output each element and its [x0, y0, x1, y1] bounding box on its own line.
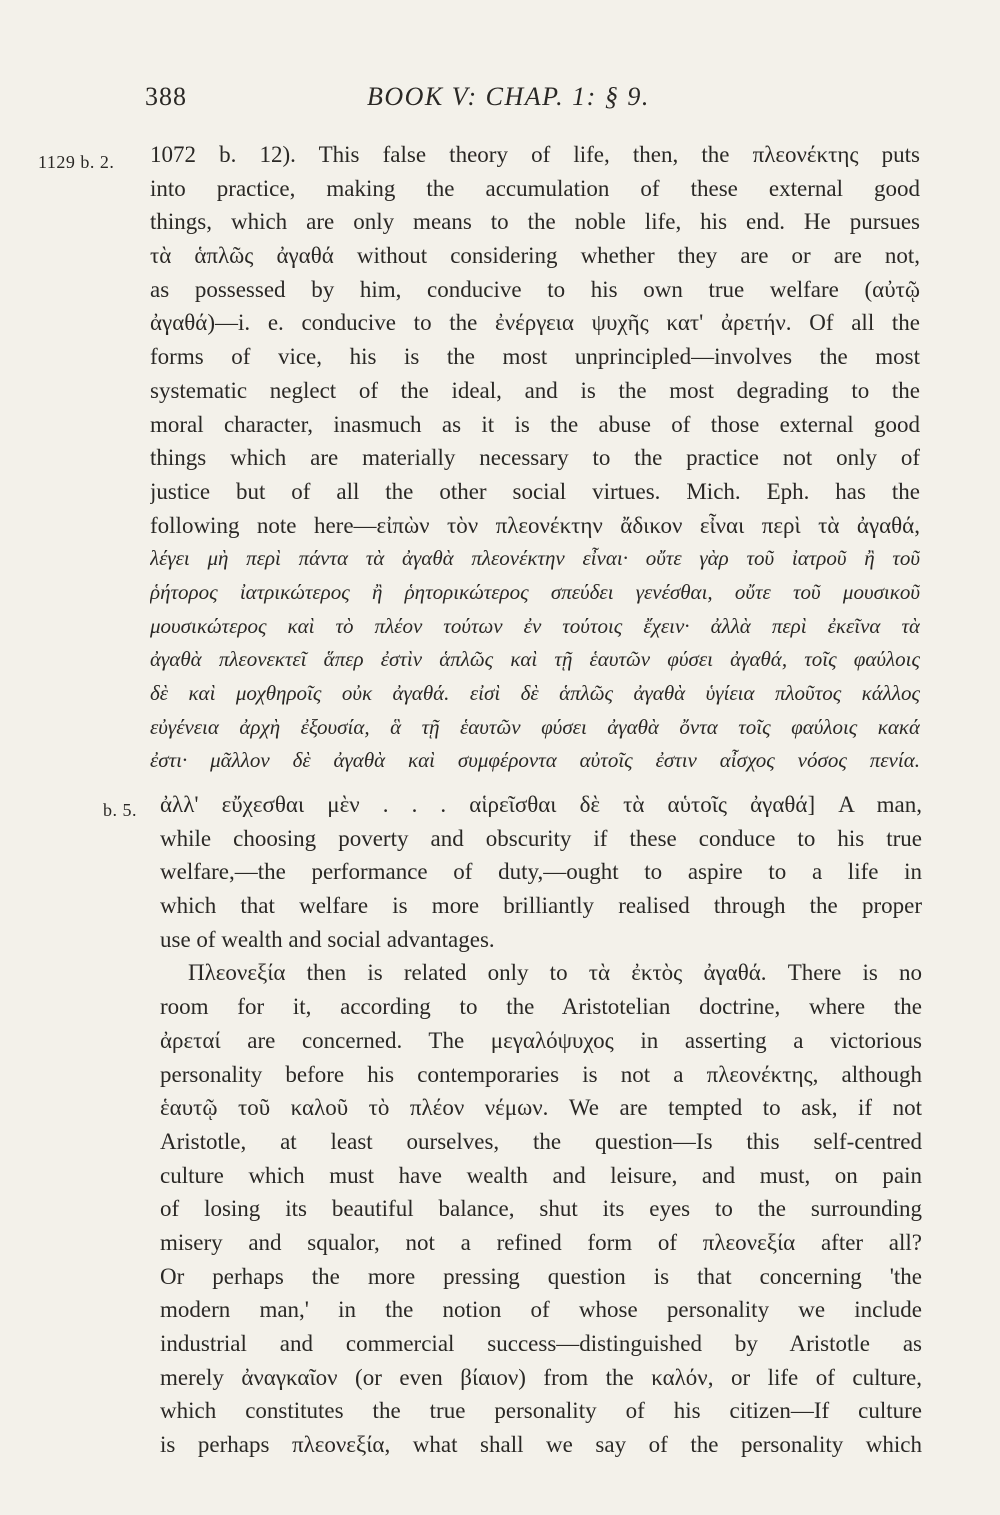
text-line: which that welfare is more brilliantly realised through the proper [160, 893, 922, 919]
text-line: τὰ ἁπλῶς ἀγαθά without considering whether they are or are not, [150, 243, 920, 269]
text-line: use of wealth and social advantages. [160, 926, 495, 952]
greek-quote-line: ἀγαθὰ πλεονεκτεῖ ἅπερ ἐστὶν ἁπλῶς καὶ τῇ ἑαυτῶν φύσει ἀγαθά, τοῖς φαύλοις [150, 647, 920, 672]
page-number: 388 [145, 82, 187, 111]
text-line: modern man,' in the notion of whose personality we include [160, 1297, 922, 1323]
text-line: following note here—εἰπὼν τὸν πλεονέκτην ἄδικον εἶναι περὶ τὰ ἀγαθά, [150, 512, 920, 538]
text-line: Aristotle, at least ourselves, the question—Is this self-centred [160, 1128, 922, 1154]
commentary-block-1 [150, 138, 920, 778]
text-line: ἀρεταί are concerned. The μεγαλόψυχος in asserting a victorious [160, 1027, 922, 1053]
greek-quote-line: λέγει μὴ περὶ πάντα τὰ ἀγαθὰ πλεονέκτην εἶναι· οὔτε γὰρ τοῦ ἰατροῦ ἢ τοῦ [150, 546, 920, 571]
text-line: justice but of all the other social virtues. Mich. Eph. has the [150, 478, 920, 504]
greek-quote-line: εὐγένεια ἀρχὴ ἐξουσία, ἃ τῇ ἑαυτῶν φύσει ἀγαθὰ ὄντα τοῖς φαύλοις κακά [150, 714, 920, 739]
paragraph-start-line: Πλεονεξία then is related only to τὰ ἐκτὸς ἀγαθά. There is no [188, 960, 922, 986]
text-line: of losing its beautiful balance, shut its eyes to the surrounding [160, 1196, 922, 1222]
greek-quote-line: δὲ καὶ μοχθηροῖς οὐκ ἀγαθά. εἰσὶ δὲ ἁπλῶς ἀγαθὰ ὑγίεια πλοῦτος κάλλος [150, 681, 920, 705]
commentary-block-2 [160, 788, 922, 1462]
running-title: BOOK V: CHAP. 1: § 9. [367, 82, 650, 111]
text-line: industrial and commercial success—distinguished by Aristotle as [160, 1331, 922, 1356]
text-line: which constitutes the true personality of his citizen—If culture [160, 1398, 922, 1424]
text-line: welfare,—the performance of duty,—ought to aspire to a life in [160, 859, 922, 885]
text-line: room for it, according to the Aristotelian doctrine, where the [160, 994, 922, 1020]
margin-reference-2: b. 5. [103, 800, 137, 820]
text-line: while choosing poverty and obscurity if these conduce to his true [160, 825, 922, 851]
text-line: misery and squalor, not a refined form of πλεονεξία after all? [160, 1229, 922, 1255]
text-line: Or perhaps the more pressing question is that concerning 'the [160, 1263, 922, 1289]
lemma-line: ἀλλ' εὔχεσθαι μὲν . . . αἱρεῖσθαι δὲ τὰ αὑτοῖς ἀγαθά] A man, [160, 792, 922, 817]
text-line: ἑαυτῷ τοῦ καλοῦ τὸ πλέον νέμων. We are tempted to ask, if not [160, 1095, 922, 1121]
greek-quote-line: ῥήτορος ἰατρικώτερος ἢ ῥητορικώτερος σπεύδει γενέσθαι, οὔτε τοῦ μουσικοῦ [150, 579, 920, 604]
text-line: is perhaps πλεονεξία, what shall we say of the personality which [160, 1432, 922, 1458]
text-line: ἀγαθά)—i. e. conducive to the ἐνέργεια ψυχῆς κατ' ἀρετήν. Of all the [150, 310, 920, 336]
text-line: things, which are only means to the noble life, his end. He pursues [150, 209, 920, 235]
text-line: merely ἀναγκαῖον (or even βίαιον) from the καλόν, or life of culture, [160, 1364, 922, 1390]
text-line: forms of vice, his is the most unprincipled—involves the most [150, 344, 920, 370]
margin-reference-1: 1129 b. 2. [38, 152, 115, 172]
running-head [145, 82, 745, 118]
text-line: into practice, making the accumulation of these external good [150, 175, 920, 201]
greek-quote-line: ἐστι· μᾶλλον δὲ ἀγαθὰ καὶ συμφέροντα αὐτοῖς ἐστιν αἶσχος νόσος πενία. [150, 748, 920, 773]
greek-quote-line: μουσικώτερος καὶ τὸ πλέον τούτων ἐν τούτοις ἔχειν· ἀλλὰ περὶ ἐκεῖνα τὰ [150, 613, 920, 638]
text-line: moral character, inasmuch as it is the abuse of those external good [150, 411, 920, 437]
text-line: culture which must have wealth and leisure, and must, on pain [160, 1162, 922, 1188]
text-line: 1072 b. 12). This false theory of life, then, the πλεονέκτης puts [150, 142, 920, 167]
text-line: systematic neglect of the ideal, and is the most degrading to the [150, 377, 920, 403]
text-line: things which are materially necessary to the practice not only of [150, 445, 920, 471]
text-line: personality before his contemporaries is not a πλεονέκτης, although [160, 1061, 922, 1087]
text-line: as possessed by him, conducive to his own true welfare (αὐτῷ [150, 276, 920, 302]
